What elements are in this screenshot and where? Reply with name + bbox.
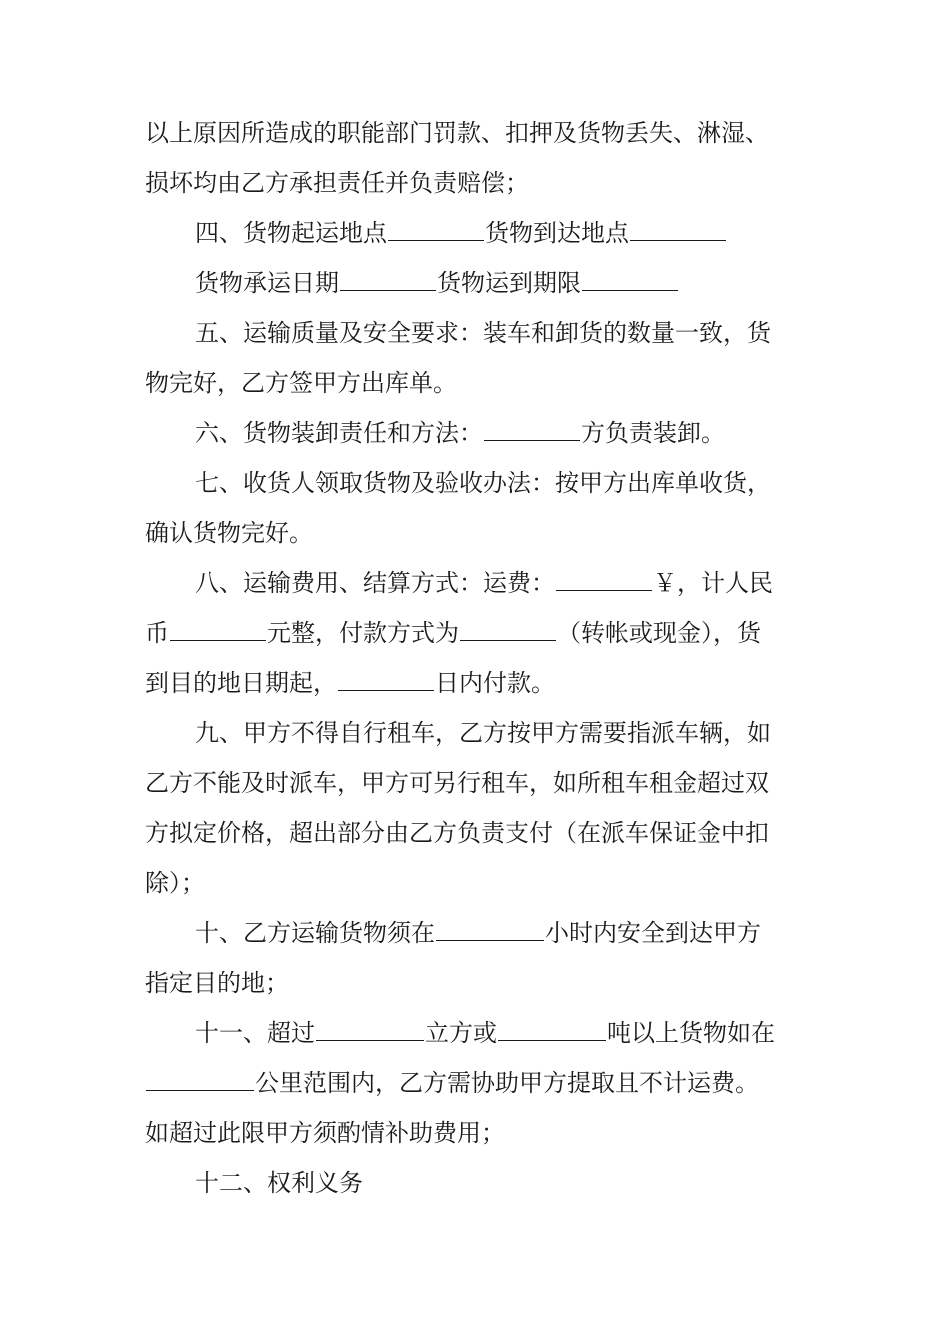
text-line: 物完好，乙方签甲方出库单。: [145, 369, 457, 397]
clause-6-line: 六、货物装卸责任和方法： 方负责装卸。: [195, 419, 725, 447]
text-line: 确认货物完好。: [145, 519, 313, 547]
clause-4-line: 四、货物起运地点 货物到达地点: [195, 218, 727, 248]
clause-10-line: 十、乙方运输货物须在 小时内安全到达甲方: [195, 919, 761, 947]
blank-field: [388, 218, 484, 241]
blank-field: [170, 618, 266, 641]
text-line: 货物承运日期 货物运到期限: [195, 268, 679, 298]
text-line: 到目的地日期起， 日内付款。: [145, 669, 555, 697]
clause-11-line: 十一、超过 立方或 吨以上货物如在: [195, 1019, 775, 1047]
blank-field: [146, 1068, 254, 1091]
blank-field: [436, 918, 544, 941]
text-line: 以上原因所造成的职能部门罚款、扣押及货物丢失、淋湿、: [145, 119, 769, 147]
clause-8-line: 八、运输费用、结算方式：运费： ￥，计人民: [195, 569, 773, 597]
clause-9-line: 九、甲方不得自行租车，乙方按甲方需要指派车辆，如: [195, 719, 771, 747]
clause-7-line: 七、收货人领取货物及验收办法：按甲方出库单收货，: [195, 469, 771, 497]
blank-field: [556, 568, 652, 591]
blank-field: [484, 418, 580, 441]
text-line: 方拟定价格，超出部分由乙方负责支付（在派车保证金中扣: [145, 819, 769, 847]
blank-field: [460, 618, 556, 641]
blank-field: [582, 268, 678, 291]
text-line: 币 元整，付款方式为 （转帐或现金），货: [145, 619, 761, 647]
blank-field: [630, 218, 726, 241]
text-line: 如超过此限甲方须酌情补助费用；: [145, 1119, 505, 1147]
clause-5-line: 五、运输质量及安全要求：装车和卸货的数量一致，货: [195, 319, 771, 347]
text-line: 公里范围内，乙方需协助甲方提取且不计运费。: [145, 1068, 759, 1098]
text-line: 指定目的地；: [145, 969, 289, 997]
text-line: 损坏均由乙方承担责任并负责赔偿；: [145, 169, 529, 197]
blank-field: [340, 268, 436, 291]
clause-12-heading: 十二、权利义务: [195, 1169, 363, 1197]
text-line: 乙方不能及时派车，甲方可另行租车，如所租车租金超过双: [145, 769, 769, 797]
text-line: 除）；: [145, 869, 205, 897]
blank-field: [316, 1018, 424, 1041]
blank-field: [338, 668, 434, 691]
blank-field: [498, 1018, 606, 1041]
